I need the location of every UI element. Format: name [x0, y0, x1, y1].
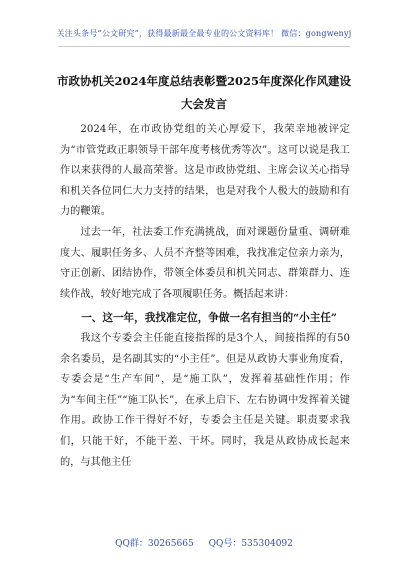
footer-qq-number: QQ号：535304092 — [208, 539, 293, 549]
document-body — [60, 120, 350, 473]
footer-qq-group: QQ群：30265665 — [115, 539, 194, 549]
header-promo-note: 关注头条号“公文研究”，获得最新最全最专业的公文资料库！ 微信：gongwenyj — [56, 29, 352, 38]
document-title: 市政协机关2024年度总结表彰暨2025年度深化作风建设大会发言 — [56, 74, 351, 111]
body-paragraph-1: 2024年，在市政协党组的关心厚爱下，我荣幸地被评定为“市管党政正职领导干部年度考核优秀等次”。这可以说是我工作以来获得的人最高荣誉。这是市政协党组、主席会议关心指导和机关各位同仁大力支持的结果，也是对我个人极大的鼓励和有力的鞭策。 — [60, 124, 350, 218]
footer-contact — [0, 536, 408, 549]
header-divider — [58, 46, 350, 47]
section-heading-1: 一、这一年，我找准定位，争做一名有担当的“小主任” — [81, 312, 338, 325]
body-paragraph-2: 过去一年，社法委工作充满挑战，面对课题份量重、调研难度大、履职任务多、人员不齐整等困难，我找准定位亲力亲为，守正创新、团结协作，带领全体委员和机关同志、群策群力、连续作战，较好地完成了各项履职任务。概括起来讲： — [60, 226, 350, 300]
section-paragraph-1: 我这个专委会主任能直接指挥的是3个人，间接指挥的有50余名委员，是名副其实的“小主任”。但是从政协大事业角度看，专委会是“生产车间”，是“施工队”，发挥着基础性作用；作为“车间主任”“施工队长”，在承上启下、左右协调中发挥着关键作用。政协工作干得好不好，专委会主任是关键。职责要求我们，只能干好，不能干差、干坏。同时，我是从政协成长起来的，与其他主任 — [60, 332, 350, 468]
